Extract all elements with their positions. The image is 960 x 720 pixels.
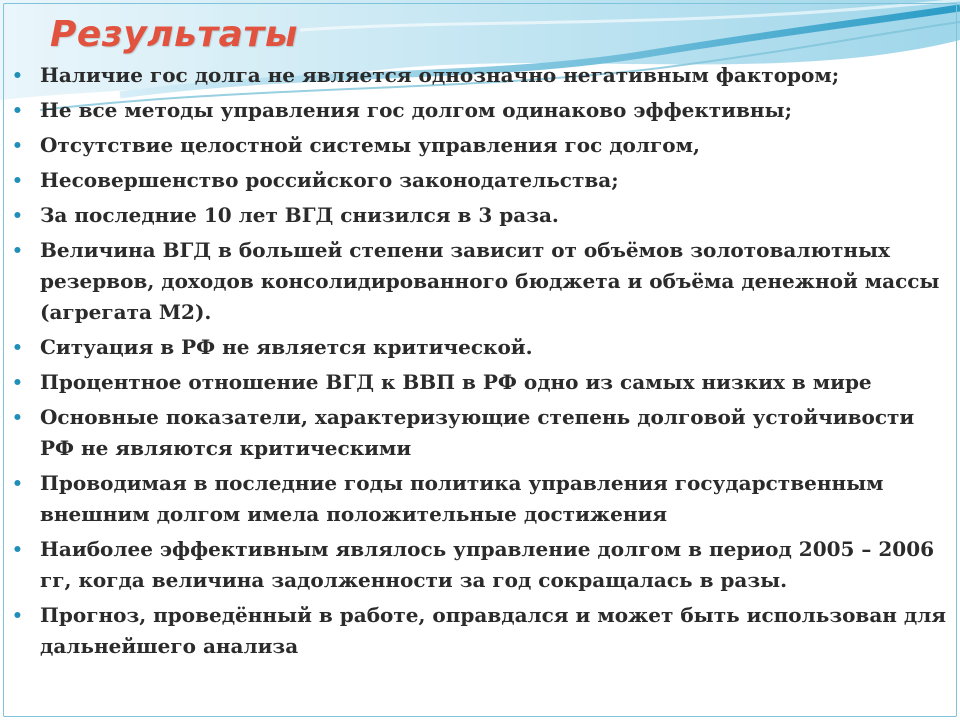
bullet-icon: • [12, 606, 23, 626]
list-item [12, 468, 952, 530]
bullet-icon: • [12, 171, 23, 191]
list-item [12, 402, 952, 464]
list-item [12, 367, 952, 398]
bullet-icon: • [12, 474, 23, 494]
list-item [12, 600, 952, 662]
bullet-icon: • [12, 540, 23, 560]
list-item [12, 534, 952, 596]
list-item [12, 200, 952, 231]
bullet-icon: • [12, 338, 23, 358]
list-item [12, 235, 952, 328]
list-item-text: Ситуация в РФ не является критической. [40, 335, 533, 359]
bullet-icon: • [12, 136, 23, 156]
list-item-text: Наличие гос долга не является однозначно негативным фактором; [40, 63, 840, 87]
list-item [12, 95, 952, 126]
list-item-text: Проводимая в последние годы политика управления государственным внешним долгом имела положительные достижения [40, 471, 884, 526]
bullet-icon: • [12, 241, 23, 261]
bullet-icon: • [12, 206, 23, 226]
bullet-icon: • [12, 373, 23, 393]
list-item-text: Не все методы управления гос долгом одинаково эффективны; [40, 98, 792, 122]
list-item [12, 130, 952, 161]
list-item-text: Несовершенство российского законодательства; [40, 168, 619, 192]
slide-title: Результаты [50, 14, 298, 55]
list-item [12, 60, 952, 91]
list-item-text: Наиболее эффективным являлось управление долгом в период 2005 – 2006 гг, когда величина задолженности за год сокращалась в разы. [40, 537, 935, 592]
bullet-icon: • [12, 66, 23, 86]
list-item [12, 165, 952, 196]
list-item-text: Процентное отношение ВГД к ВВП в РФ одно из самых низких в мире [40, 370, 872, 394]
list-item-text: Величина ВГД в большей степени зависит от объёмов золотовалютных резервов, доходов консолидированного бюджета и объёма денежной массы (агрегата М2). [40, 238, 940, 324]
list-item [12, 332, 952, 363]
list-item-text: Прогноз, проведённый в работе, оправдался и может быть использован для дальнейшего анализа [40, 603, 947, 658]
bullet-list [12, 60, 952, 666]
list-item-text: Основные показатели, характеризующие степень долговой устойчивости РФ не являются критическими [40, 405, 915, 460]
bullet-icon: • [12, 408, 23, 428]
list-item-text: Отсутствие целостной системы управления гос долгом, [40, 133, 700, 157]
list-item-text: За последние 10 лет ВГД снизился в 3 раза. [40, 203, 559, 227]
bullet-icon: • [12, 101, 23, 121]
